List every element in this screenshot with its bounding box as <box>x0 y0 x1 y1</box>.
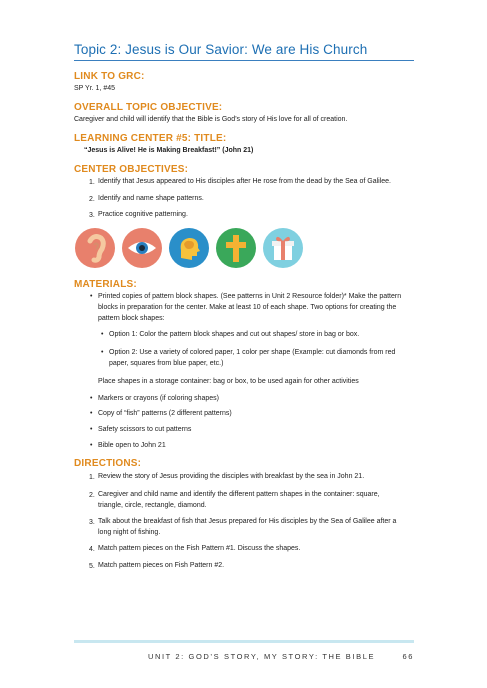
objective-heading: OVERALL TOPIC OBJECTIVE: <box>74 102 223 113</box>
direction-5: Match pattern pieces on Fish Pattern #2. <box>98 562 225 569</box>
direction-number: 2. <box>89 492 95 499</box>
link-heading: LINK TO GRC: <box>74 71 145 82</box>
footer-unit-title: UNIT 2: GOD’S STORY, MY STORY: THE BIBLE <box>147 652 376 661</box>
materials-place-note: Place shapes in a storage container: bag or box, to be used again for other activities <box>98 378 359 385</box>
materials-heading: MATERIALS: <box>74 279 137 290</box>
directions-heading: DIRECTIONS: <box>74 458 142 469</box>
materials-option-2-line1: Option 2: Use a variety of colored paper, 1 color per shape (Example: cut diamonds from red <box>109 349 396 356</box>
materials-option-1: Option 1: Color the pattern block shapes and cut out shapes/ store in bag or box. <box>109 331 360 338</box>
bullet: • <box>101 331 104 338</box>
direction-3-line2: long night of fishing. <box>98 529 161 536</box>
bullet: • <box>90 442 93 449</box>
center-objectives-heading: CENTER OBJECTIVES: <box>74 164 189 175</box>
brain-head-icon <box>169 228 209 268</box>
direction-number: 3. <box>89 519 95 526</box>
direction-1: Review the story of Jesus providing the disciples with breakfast by the sea in John 21. <box>98 473 365 480</box>
direction-2-line1: Caregiver and child name and identify the different pattern shapes in the container: square, <box>98 491 380 498</box>
direction-2-line2: triangle, circle, rectangle, diamond. <box>98 502 207 509</box>
center-heading: LEARNING CENTER #5: TITLE: <box>74 133 227 144</box>
direction-3-line1: Talk about the breakfast of fish that Jesus prepared for His disciples by the Sea of Galilee after a <box>98 518 397 525</box>
direction-number: 4. <box>89 546 95 553</box>
materials-item: Safety scissors to cut patterns <box>98 426 192 433</box>
bullet: • <box>90 293 93 300</box>
ear-icon <box>75 228 115 268</box>
center-title-quote: “Jesus is Alive! He is Making Breakfast!” <box>84 147 221 154</box>
materials-item: Bible open to John 21 <box>98 442 166 449</box>
page-number: 66 <box>402 652 414 661</box>
center-title-ref: (John 21) <box>222 147 254 154</box>
objective-number: 1. <box>89 179 95 186</box>
bullet: • <box>90 410 93 417</box>
materials-item: Markers or crayons (if coloring shapes) <box>98 395 219 402</box>
materials-option-2-line2: paper, squares from blue paper, etc.) <box>109 360 224 367</box>
objective-item: Identify that Jesus appeared to His disciples after He rose from the dead by the Sea of Galilee. <box>98 178 391 185</box>
footer-divider <box>74 640 414 643</box>
bullet: • <box>90 395 93 402</box>
materials-item-1-line2: blocks in preparation for the center. Make at least 10 of each shape. Two options for creating the <box>98 304 397 311</box>
direction-number: 5. <box>89 563 95 570</box>
objective-item: Identify and name shape patterns. <box>98 195 204 202</box>
bullet: • <box>101 349 104 356</box>
objective-item: Practice cognitive patterning. <box>98 211 188 218</box>
link-text: SP Yr. 1, #45 <box>74 85 115 92</box>
cross-icon <box>216 228 256 268</box>
objective-text: Caregiver and child will identify that the Bible is God’s story of His love for all of creation. <box>74 116 348 123</box>
center-title <box>84 146 253 156</box>
materials-item: Copy of “fish” patterns (2 different patterns) <box>98 410 232 417</box>
gift-icon <box>263 228 303 268</box>
direction-4: Match pattern pieces on the Fish Pattern #1. Discuss the shapes. <box>98 545 301 552</box>
direction-number: 1. <box>89 474 95 481</box>
objective-number: 3. <box>89 212 95 219</box>
page-footer <box>74 652 414 661</box>
eye-icon <box>122 228 162 268</box>
objective-number: 2. <box>89 196 95 203</box>
materials-item-1-line1: Printed copies of pattern block shapes. (See patterns in Unit 2 Resource folder)* Make the pattern <box>98 293 402 300</box>
page-title: Topic 2: Jesus is Our Savior: We are His Church <box>74 42 414 61</box>
materials-item-1-line3: pattern block shapes: <box>98 315 165 322</box>
bullet: • <box>90 426 93 433</box>
